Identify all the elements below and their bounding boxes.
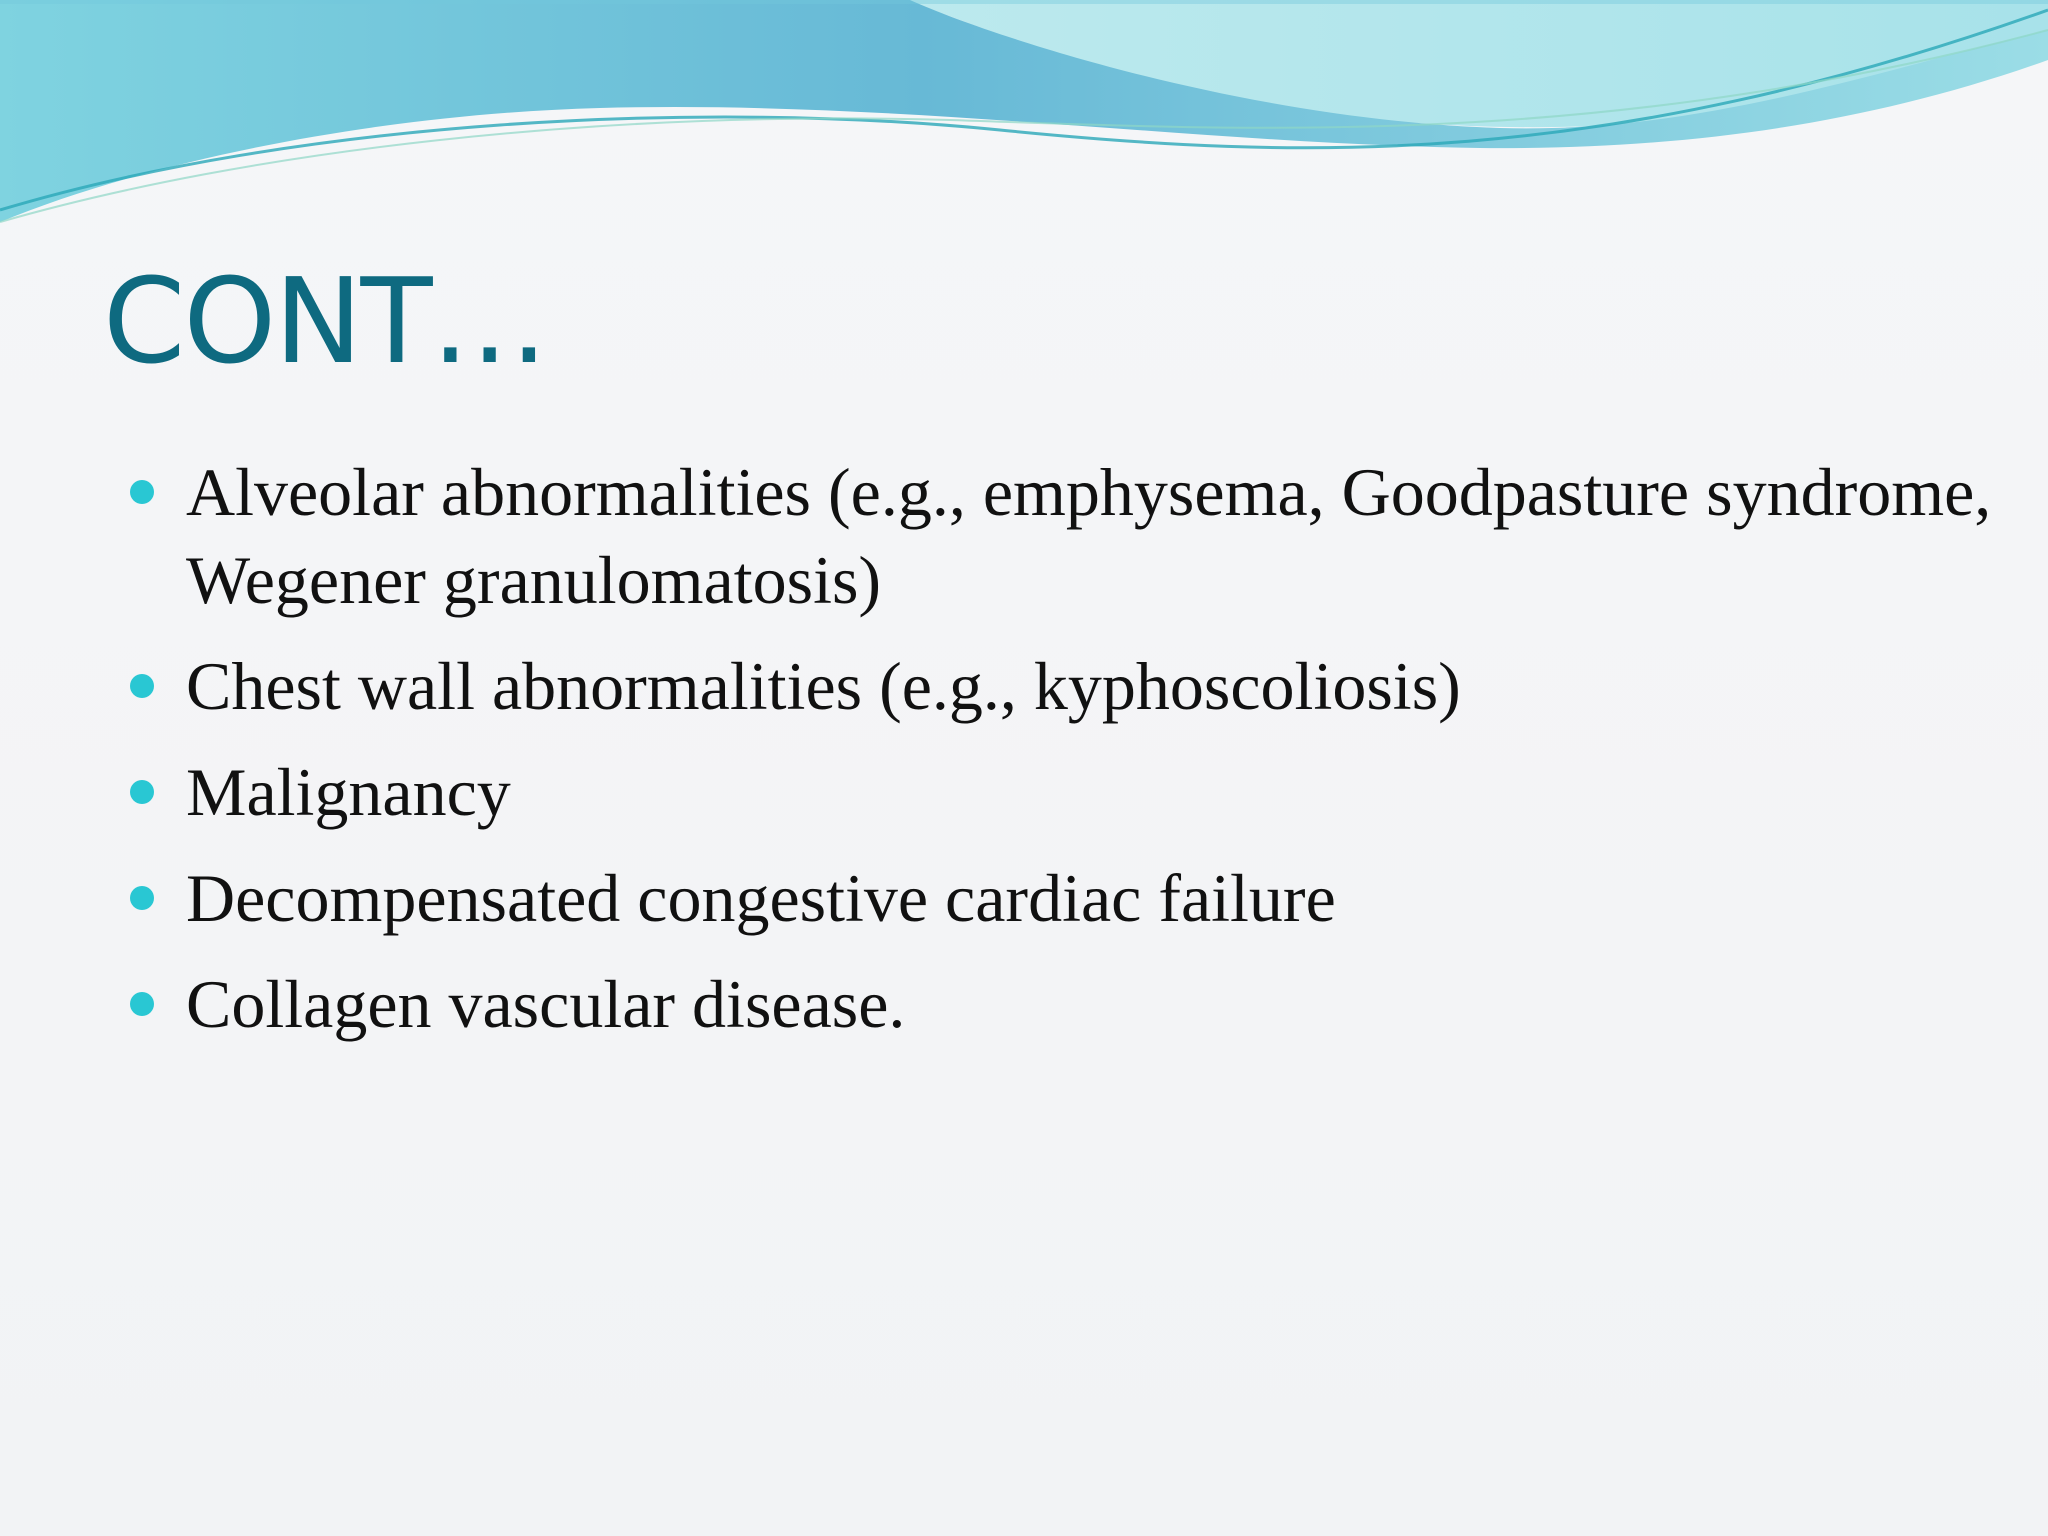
bullet-dot-icon (130, 992, 154, 1016)
list-item (128, 960, 2008, 1048)
list-item (128, 448, 2008, 624)
bullet-dot-icon (130, 780, 154, 804)
bullet-text: Chest wall abnormalities (e.g., kyphoscoliosis) (186, 648, 1461, 724)
bullet-text: Decompensated congestive cardiac failure (186, 860, 1336, 936)
bullet-text: Alveolar abnormalities (e.g., emphysema, Goodpasture syndrome, Wegener granulomatosis) (186, 454, 1992, 618)
list-item (128, 748, 2008, 836)
list-item (128, 854, 2008, 942)
bullet-text: Collagen vascular disease. (186, 966, 906, 1042)
bullet-dot-icon (130, 674, 154, 698)
header-wave-decoration (0, 0, 2048, 240)
bullet-list (128, 448, 2008, 1066)
bullet-dot-icon (130, 480, 154, 504)
list-item (128, 642, 2008, 730)
bullet-dot-icon (130, 886, 154, 910)
bullet-text: Malignancy (186, 754, 511, 830)
slide-title: CONT… (103, 252, 547, 390)
